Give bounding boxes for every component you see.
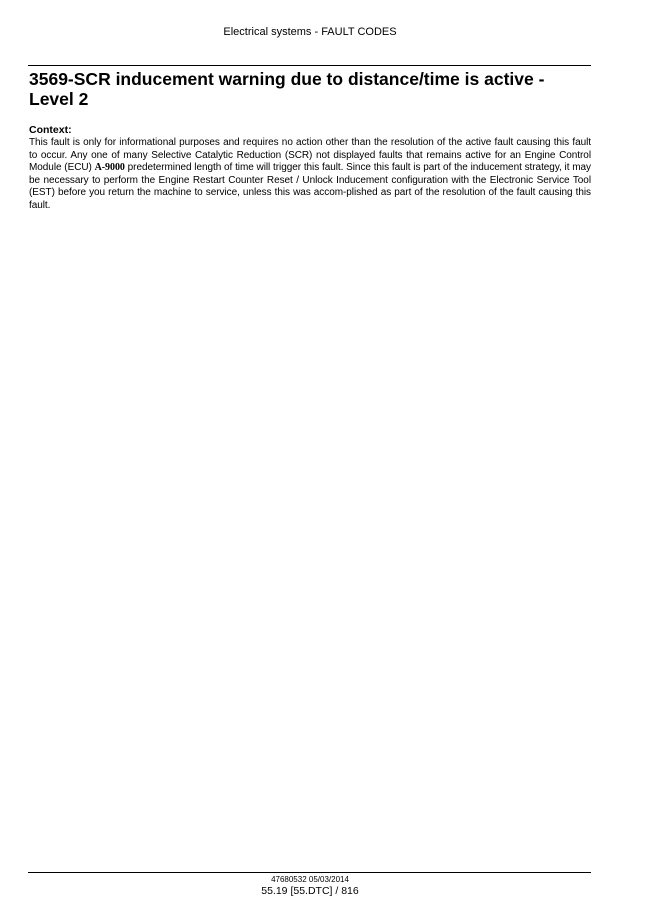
- footer-divider: [28, 872, 591, 873]
- context-text-part1: This fault is only for informational purposes and requires no action other than the resolution of the active fault causing this fault to occur. Any one of many Selective Catalytic Reduction (SCR) not displayed faults that remains active for an Engine Control Module (ECU): [29, 137, 591, 174]
- context-paragraph: [29, 137, 591, 213]
- ecu-code: A-9000: [94, 162, 125, 174]
- footer-page-reference: 55.19 [55.DTC] / 816: [261, 885, 359, 897]
- page-header: Electrical systems - FAULT CODES: [223, 26, 397, 38]
- header-divider: [28, 65, 591, 66]
- fault-title: 3569-SCR inducement warning due to distance/time is active - Level 2: [29, 69, 545, 109]
- context-label: Context:: [29, 124, 72, 136]
- context-text-part2: predetermined length of time will trigger this fault. Since this fault is part of the inducement strategy, it may be necessary to perform the Engine Restart Counter Reset / Unlock Inducement configuration with the Electronic Service Tool (EST) before you return the machine to service, unless this was accom-plished as part of the resolution of the fault causing this fault.: [29, 162, 591, 211]
- footer-document-reference: 47680532 05/03/2014: [271, 875, 349, 884]
